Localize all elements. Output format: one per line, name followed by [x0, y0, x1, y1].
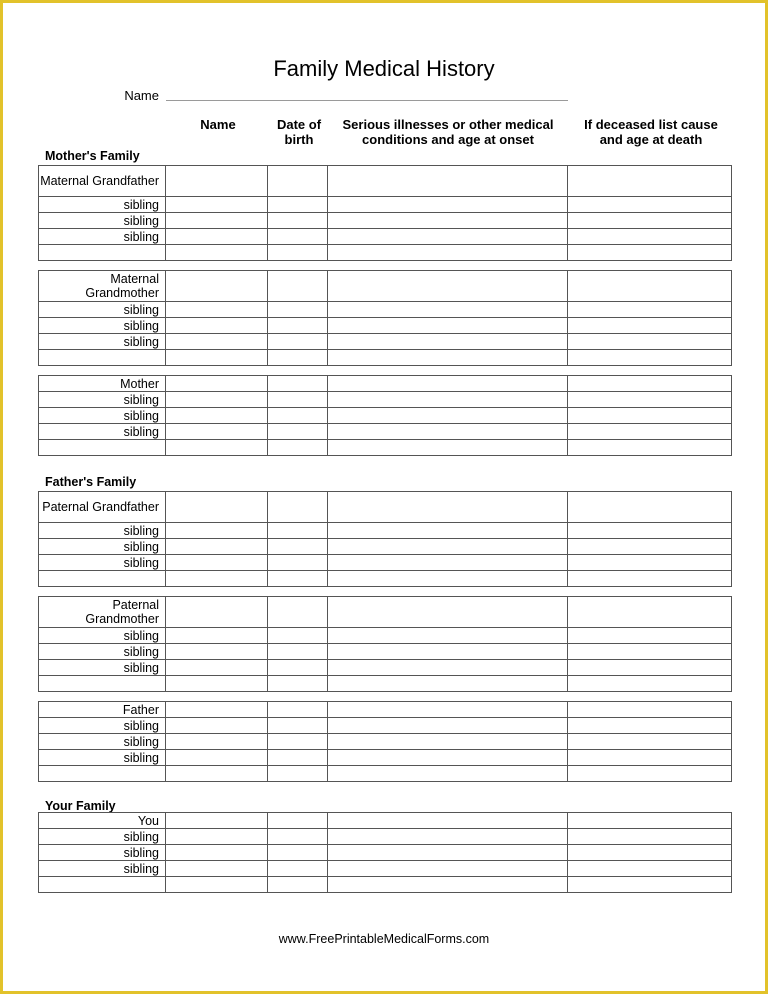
relation-cell: sibling — [39, 861, 166, 877]
name-cell[interactable] — [166, 660, 268, 676]
dob-cell[interactable] — [268, 660, 328, 676]
illness-cell[interactable] — [328, 660, 568, 676]
name-label: Name — [124, 88, 159, 103]
name-cell[interactable] — [166, 523, 268, 539]
illness-cell[interactable] — [328, 229, 568, 245]
illness-cell[interactable] — [328, 376, 568, 392]
dob-cell[interactable] — [268, 245, 328, 261]
illness-cell[interactable] — [328, 350, 568, 366]
mother-table — [38, 375, 732, 456]
illness-cell[interactable] — [328, 845, 568, 861]
dob-cell[interactable] — [268, 334, 328, 350]
name-cell[interactable] — [166, 424, 268, 440]
illness-cell[interactable] — [328, 166, 568, 197]
table-row — [39, 539, 732, 555]
table-row — [39, 350, 732, 366]
illness-cell[interactable] — [328, 197, 568, 213]
relation-cell — [39, 350, 166, 366]
deceased-cell[interactable] — [568, 492, 732, 523]
relation-cell: sibling — [39, 213, 166, 229]
illness-cell[interactable] — [328, 408, 568, 424]
name-cell[interactable] — [166, 245, 268, 261]
illness-cell[interactable] — [328, 718, 568, 734]
relation-cell: sibling — [39, 555, 166, 571]
relation-cell: Father — [39, 702, 166, 718]
relation-cell: sibling — [39, 734, 166, 750]
table-row — [39, 734, 732, 750]
table-row — [39, 718, 732, 734]
name-cell[interactable] — [166, 813, 268, 829]
name-cell[interactable] — [166, 271, 268, 302]
maternal-grandfather-table — [38, 165, 732, 261]
table-row — [39, 318, 732, 334]
footer-url: www.FreePrintableMedicalForms.com — [278, 932, 490, 946]
deceased-cell[interactable] — [568, 334, 732, 350]
deceased-cell[interactable] — [568, 271, 732, 302]
illness-cell[interactable] — [328, 877, 568, 893]
table-row — [39, 523, 732, 539]
table-row — [39, 166, 732, 197]
deceased-cell[interactable] — [568, 555, 732, 571]
relation-cell: sibling — [39, 318, 166, 334]
relation-cell: Paternal Grandfather — [39, 492, 166, 523]
deceased-cell[interactable] — [568, 571, 732, 587]
table-row — [39, 376, 732, 392]
deceased-cell[interactable] — [568, 392, 732, 408]
relation-cell: sibling — [39, 718, 166, 734]
name-cell[interactable] — [166, 334, 268, 350]
deceased-cell[interactable] — [568, 660, 732, 676]
name-cell[interactable] — [166, 440, 268, 456]
relation-cell: sibling — [39, 523, 166, 539]
illness-cell[interactable] — [328, 571, 568, 587]
dob-cell[interactable] — [268, 213, 328, 229]
relation-cell: sibling — [39, 750, 166, 766]
relation-cell: sibling — [39, 302, 166, 318]
deceased-cell[interactable] — [568, 166, 732, 197]
dob-cell[interactable] — [268, 628, 328, 644]
paternal-grandmother-table — [38, 596, 732, 692]
dob-cell[interactable] — [268, 539, 328, 555]
deceased-cell[interactable] — [568, 861, 732, 877]
name-cell[interactable] — [166, 318, 268, 334]
relation-cell: Maternal Grandfather — [39, 166, 166, 197]
table-row — [39, 877, 732, 893]
dob-cell[interactable] — [268, 555, 328, 571]
name-cell[interactable] — [166, 197, 268, 213]
deceased-cell[interactable] — [568, 829, 732, 845]
table-row — [39, 229, 732, 245]
dob-cell[interactable] — [268, 492, 328, 523]
dob-cell[interactable] — [268, 197, 328, 213]
deceased-cell[interactable] — [568, 229, 732, 245]
dob-cell[interactable] — [268, 644, 328, 660]
deceased-cell[interactable] — [568, 350, 732, 366]
col-header-illnesses: Serious illnesses or other medical conditions and age at onset — [342, 117, 554, 147]
illness-cell[interactable] — [328, 702, 568, 718]
relation-cell — [39, 676, 166, 692]
dob-cell[interactable] — [268, 229, 328, 245]
maternal-grandmother-table — [38, 270, 732, 366]
deceased-cell[interactable] — [568, 302, 732, 318]
name-cell[interactable] — [166, 750, 268, 766]
deceased-cell[interactable] — [568, 197, 732, 213]
deceased-cell[interactable] — [568, 408, 732, 424]
table-row — [39, 861, 732, 877]
relation-cell: sibling — [39, 845, 166, 861]
dob-cell[interactable] — [268, 350, 328, 366]
illness-cell[interactable] — [328, 861, 568, 877]
dob-cell[interactable] — [268, 392, 328, 408]
deceased-cell[interactable] — [568, 734, 732, 750]
dob-cell[interactable] — [268, 766, 328, 782]
name-cell[interactable] — [166, 166, 268, 197]
dob-cell[interactable] — [268, 424, 328, 440]
illness-cell[interactable] — [328, 424, 568, 440]
dob-cell[interactable] — [268, 440, 328, 456]
deceased-cell[interactable] — [568, 845, 732, 861]
dob-cell[interactable] — [268, 318, 328, 334]
dob-cell[interactable] — [268, 813, 328, 829]
name-cell[interactable] — [166, 718, 268, 734]
name-cell[interactable] — [166, 845, 268, 861]
dob-cell[interactable] — [268, 861, 328, 877]
table-row — [39, 408, 732, 424]
deceased-cell[interactable] — [568, 628, 732, 644]
illness-cell[interactable] — [328, 676, 568, 692]
table-row — [39, 555, 732, 571]
table-row — [39, 213, 732, 229]
table-row — [39, 845, 732, 861]
name-cell[interactable] — [166, 392, 268, 408]
deceased-cell[interactable] — [568, 213, 732, 229]
deceased-cell[interactable] — [568, 718, 732, 734]
deceased-cell[interactable] — [568, 318, 732, 334]
deceased-cell[interactable] — [568, 440, 732, 456]
table-row — [39, 302, 732, 318]
father-table — [38, 701, 732, 782]
dob-cell[interactable] — [268, 523, 328, 539]
table-row — [39, 676, 732, 692]
relation-cell: sibling — [39, 229, 166, 245]
table-row — [39, 245, 732, 261]
name-cell[interactable] — [166, 644, 268, 660]
section-mothers-family: Mother's Family — [45, 149, 140, 163]
table-row — [39, 597, 732, 628]
section-your-family: Your Family — [45, 799, 116, 813]
relation-cell: sibling — [39, 628, 166, 644]
name-cell[interactable] — [166, 539, 268, 555]
table-row — [39, 750, 732, 766]
relation-cell: sibling — [39, 539, 166, 555]
dob-cell[interactable] — [268, 271, 328, 302]
deceased-cell[interactable] — [568, 676, 732, 692]
col-header-name: Name — [200, 117, 236, 132]
relation-cell: Maternal Grandmother — [39, 271, 166, 302]
relation-cell: sibling — [39, 334, 166, 350]
col-header-deceased: If deceased list cause and age at death — [584, 117, 718, 147]
relation-cell: Mother — [39, 376, 166, 392]
dob-cell[interactable] — [268, 845, 328, 861]
paternal-grandfather-table — [38, 491, 732, 587]
section-fathers-family: Father's Family — [45, 475, 137, 489]
dob-cell[interactable] — [268, 571, 328, 587]
deceased-cell[interactable] — [568, 376, 732, 392]
illness-cell[interactable] — [328, 539, 568, 555]
name-cell[interactable] — [166, 676, 268, 692]
dob-cell[interactable] — [268, 750, 328, 766]
table-row — [39, 702, 732, 718]
relation-cell — [39, 571, 166, 587]
table-row — [39, 271, 732, 302]
deceased-cell[interactable] — [568, 750, 732, 766]
dob-cell[interactable] — [268, 597, 328, 628]
name-cell[interactable] — [166, 213, 268, 229]
name-cell[interactable] — [166, 229, 268, 245]
name-cell[interactable] — [166, 350, 268, 366]
illness-cell[interactable] — [328, 302, 568, 318]
illness-cell[interactable] — [328, 492, 568, 523]
illness-cell[interactable] — [328, 213, 568, 229]
name-cell[interactable] — [166, 877, 268, 893]
deceased-cell[interactable] — [568, 877, 732, 893]
dob-cell[interactable] — [268, 376, 328, 392]
dob-cell[interactable] — [268, 408, 328, 424]
table-row — [39, 392, 732, 408]
illness-cell[interactable] — [328, 334, 568, 350]
name-cell[interactable] — [166, 408, 268, 424]
name-cell[interactable] — [166, 597, 268, 628]
name-field-line[interactable] — [166, 100, 568, 101]
deceased-cell[interactable] — [568, 813, 732, 829]
table-row — [39, 829, 732, 845]
table-row — [39, 197, 732, 213]
name-cell[interactable] — [166, 734, 268, 750]
name-cell[interactable] — [166, 555, 268, 571]
col-header-dob: Date of birth — [276, 117, 322, 147]
illness-cell[interactable] — [328, 245, 568, 261]
relation-cell: Paternal Grandmother — [39, 597, 166, 628]
table-row — [39, 334, 732, 350]
table-row — [39, 424, 732, 440]
dob-cell[interactable] — [268, 702, 328, 718]
relation-cell: sibling — [39, 424, 166, 440]
illness-cell[interactable] — [328, 271, 568, 302]
name-cell[interactable] — [166, 492, 268, 523]
deceased-cell[interactable] — [568, 597, 732, 628]
illness-cell[interactable] — [328, 555, 568, 571]
dob-cell[interactable] — [268, 676, 328, 692]
deceased-cell[interactable] — [568, 245, 732, 261]
deceased-cell[interactable] — [568, 539, 732, 555]
table-row — [39, 644, 732, 660]
name-cell[interactable] — [166, 829, 268, 845]
table-row — [39, 766, 732, 782]
relation-cell: sibling — [39, 660, 166, 676]
you-table — [38, 812, 732, 893]
relation-cell: You — [39, 813, 166, 829]
dob-cell[interactable] — [268, 718, 328, 734]
table-row — [39, 628, 732, 644]
dob-cell[interactable] — [268, 877, 328, 893]
dob-cell[interactable] — [268, 166, 328, 197]
relation-cell: sibling — [39, 408, 166, 424]
relation-cell — [39, 245, 166, 261]
deceased-cell[interactable] — [568, 702, 732, 718]
relation-cell — [39, 877, 166, 893]
illness-cell[interactable] — [328, 392, 568, 408]
relation-cell — [39, 766, 166, 782]
illness-cell[interactable] — [328, 597, 568, 628]
name-cell[interactable] — [166, 628, 268, 644]
illness-cell[interactable] — [328, 440, 568, 456]
relation-cell — [39, 440, 166, 456]
illness-cell[interactable] — [328, 628, 568, 644]
dob-cell[interactable] — [268, 829, 328, 845]
table-row — [39, 660, 732, 676]
page-title: Family Medical History — [273, 56, 495, 81]
relation-cell: sibling — [39, 644, 166, 660]
deceased-cell[interactable] — [568, 424, 732, 440]
illness-cell[interactable] — [328, 734, 568, 750]
deceased-cell[interactable] — [568, 644, 732, 660]
dob-cell[interactable] — [268, 302, 328, 318]
illness-cell[interactable] — [328, 750, 568, 766]
name-cell[interactable] — [166, 302, 268, 318]
table-row — [39, 492, 732, 523]
name-cell[interactable] — [166, 571, 268, 587]
relation-cell: sibling — [39, 392, 166, 408]
illness-cell[interactable] — [328, 644, 568, 660]
name-cell[interactable] — [166, 376, 268, 392]
relation-cell: sibling — [39, 197, 166, 213]
name-cell[interactable] — [166, 766, 268, 782]
table-row — [39, 571, 732, 587]
deceased-cell[interactable] — [568, 766, 732, 782]
deceased-cell[interactable] — [568, 523, 732, 539]
illness-cell[interactable] — [328, 318, 568, 334]
name-cell[interactable] — [166, 702, 268, 718]
relation-cell: sibling — [39, 829, 166, 845]
illness-cell[interactable] — [328, 523, 568, 539]
table-row — [39, 813, 732, 829]
dob-cell[interactable] — [268, 734, 328, 750]
name-cell[interactable] — [166, 861, 268, 877]
table-row — [39, 440, 732, 456]
illness-cell[interactable] — [328, 766, 568, 782]
illness-cell[interactable] — [328, 829, 568, 845]
illness-cell[interactable] — [328, 813, 568, 829]
